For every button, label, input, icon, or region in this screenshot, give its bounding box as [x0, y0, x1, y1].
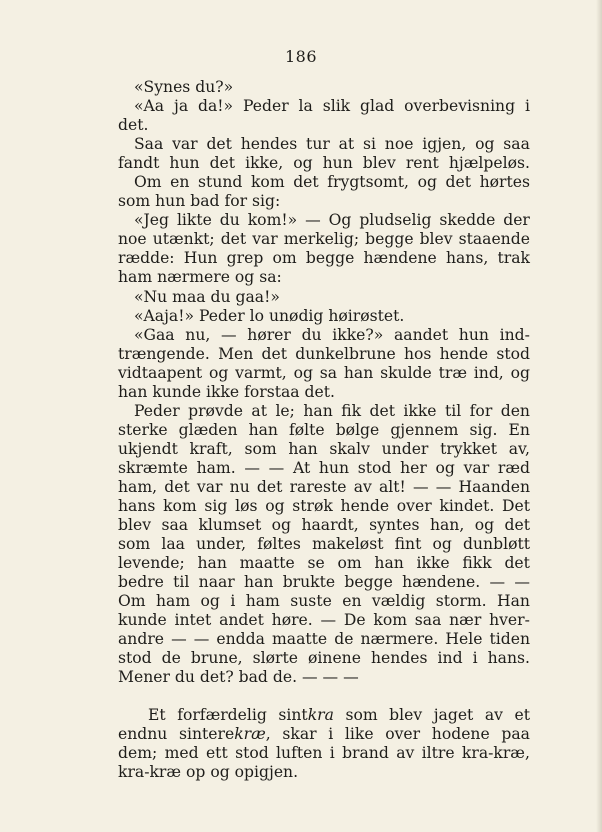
text-line: som hun bad for sig: [118, 192, 281, 211]
text-line: levende; han maatte se om han ikke fikk det [118, 554, 530, 573]
text-line: «Aa ja da!» Peder la slik glad overbevisning i [134, 97, 530, 116]
text-line: Peder prøvde at le; han fik det ikke til for den [134, 401, 530, 420]
text-line: vidtaapent og varmt, og sa han skulde træ ind, og [118, 363, 530, 382]
text-line: ham nærmere og sa: [118, 268, 282, 287]
text-line: blev saa klumset og haardt, syntes han, og det [118, 516, 530, 535]
text-line: han kunde ikke forstaa det. [118, 382, 335, 401]
body-text [118, 78, 530, 782]
text-line: ham, det var nu det rareste av alt! — — Haanden [118, 477, 530, 496]
text-line: skræmte ham. — — At hun stod her og var ræd [118, 458, 530, 477]
text-line: kunde intet andet høre. — De kom saa nær hver- [118, 611, 530, 630]
text-line: «Gaa nu, — hører du ikke?» aandet hun ind- [134, 325, 530, 344]
text-line: endnu sinterekræ, skar i like over hodene paa [118, 724, 530, 743]
text-line: «Nu maa du gaa!» [134, 287, 280, 306]
page-edge [596, 0, 602, 832]
text-line: bedre til naar han brukte begge hændene. — — [118, 573, 530, 592]
text-line: rædde: Hun grep om begge hændene hans, trak [118, 249, 530, 268]
text-line: som laa under, føltes makeløst fint og dunbløtt [118, 535, 530, 554]
text-line: Om en stund kom det frygtsomt, og det hørtes [134, 173, 530, 192]
text-line: Saa var det hendes tur at si noe igjen, og saa [134, 135, 530, 154]
text-line: sterke glæden han følte bølge gjennem sig. En [118, 420, 530, 439]
text-line: Mener du det? bad de. — — — [118, 668, 359, 687]
text-line: det. [118, 116, 149, 135]
text-line: hans kom sig løs og strøk hende over kindet. Det [118, 497, 530, 516]
text-line: andre — — endda maatte de nærmere. Hele tiden [118, 630, 530, 649]
text-line: «Aaja!» Peder lo unødig høirøstet. [134, 306, 405, 325]
text-line: kra-kræ op og opigjen. [118, 762, 299, 781]
text-line: fandt hun det ikke, og hun blev rent hjælpeløs. [118, 154, 530, 173]
section-break [118, 688, 530, 706]
text-line: stod de brune, slørte øinene hendes ind i hans. [118, 649, 530, 668]
text-line: Et forfærdelig sintkra som blev jaget av et [148, 705, 530, 724]
text-line: Om ham og i ham suste en vældig storm. Han [118, 592, 530, 611]
text-line: dem; med ett stod luften i brand av iltre kra-kræ, [118, 743, 530, 762]
text-line: trængende. Men det dunkelbrune hos hende stod [118, 344, 530, 363]
text-line: «Synes du?» [134, 78, 234, 96]
text-line: «Jeg likte du kom!» — Og pludselig skedde der [134, 211, 530, 230]
page-number: 186 [284, 47, 318, 66]
text-line: ukjendt kraft, som han skalv under trykket av, [118, 439, 530, 458]
text-line: noe utænkt; det var merkelig; begge blev staaende [118, 230, 530, 249]
